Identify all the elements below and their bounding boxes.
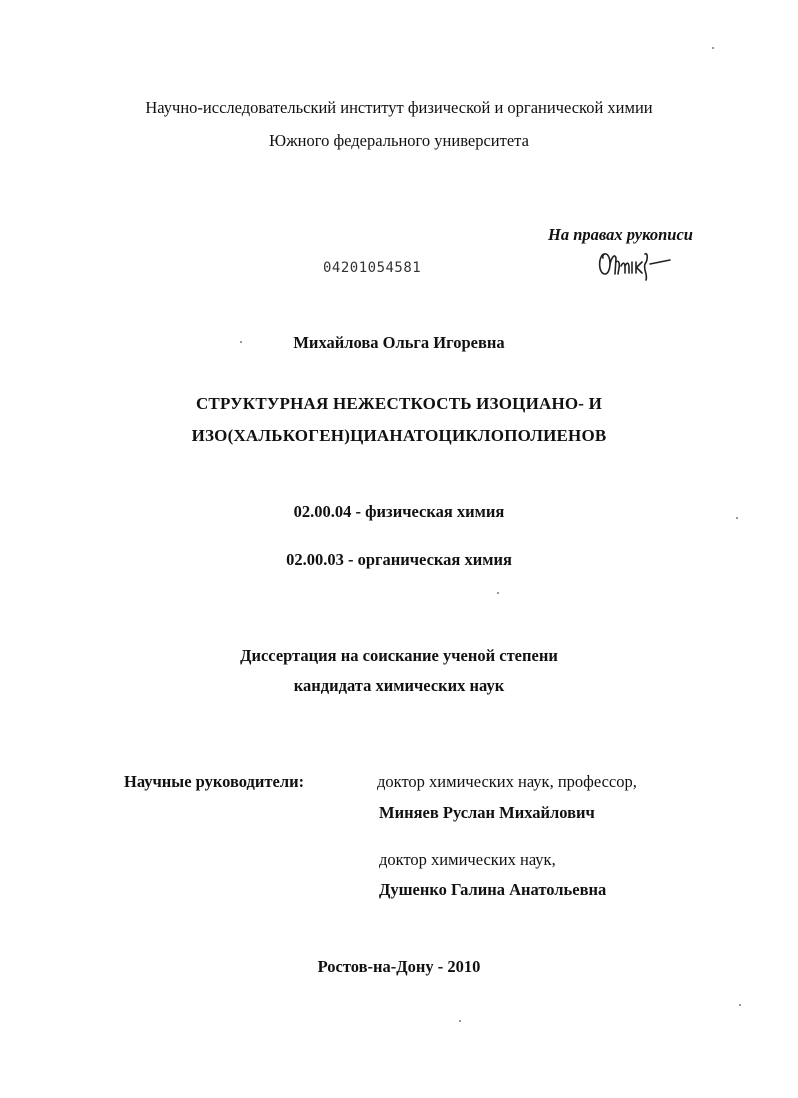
scan-speck (739, 1004, 741, 1006)
scan-speck (240, 341, 242, 343)
supervisor-1-degree: доктор химических наук, профессор, (377, 772, 637, 791)
specialty-2: 02.00.03 - органическая химия (286, 550, 512, 569)
scan-speck (736, 517, 738, 519)
signature-icon (596, 244, 676, 284)
supervisors-label: Научные руководители: (124, 772, 305, 791)
dissertation-type-line-1: Диссертация на соискание ученой степени (240, 646, 558, 665)
supervisor-2-degree: доктор химических наук, (379, 850, 556, 869)
dissertation-title-line-2: ИЗО(ХАЛЬКОГЕН)ЦИАНАТОЦИКЛОПОЛИЕНОВ (191, 426, 607, 445)
institution-line-1: Научно-исследовательский институт физической и органической химии (145, 98, 653, 117)
supervisor-2-name: Душенко Галина Анатольевна (379, 880, 607, 899)
institution-line-2: Южного федерального университета (269, 131, 529, 150)
author-name: Михайлова Ольга Игоревна (293, 333, 505, 352)
dissertation-type-line-2: кандидата химических наук (293, 676, 505, 695)
city-year: Ростов-на-Дону - 2010 (317, 957, 481, 976)
scan-speck (712, 47, 714, 49)
scan-speck (497, 592, 499, 594)
scan-speck (459, 1020, 461, 1022)
specialty-1: 02.00.04 - физическая химия (293, 502, 505, 521)
dissertation-title-line-1: СТРУКТУРНАЯ НЕЖЕСТКОСТЬ ИЗОЦИАНО- И (195, 394, 603, 413)
registration-number: 04201054581 (323, 260, 422, 276)
supervisor-1-name: Миняев Руслан Михайлович (379, 803, 595, 822)
manuscript-note: На правах рукописи (548, 225, 693, 244)
